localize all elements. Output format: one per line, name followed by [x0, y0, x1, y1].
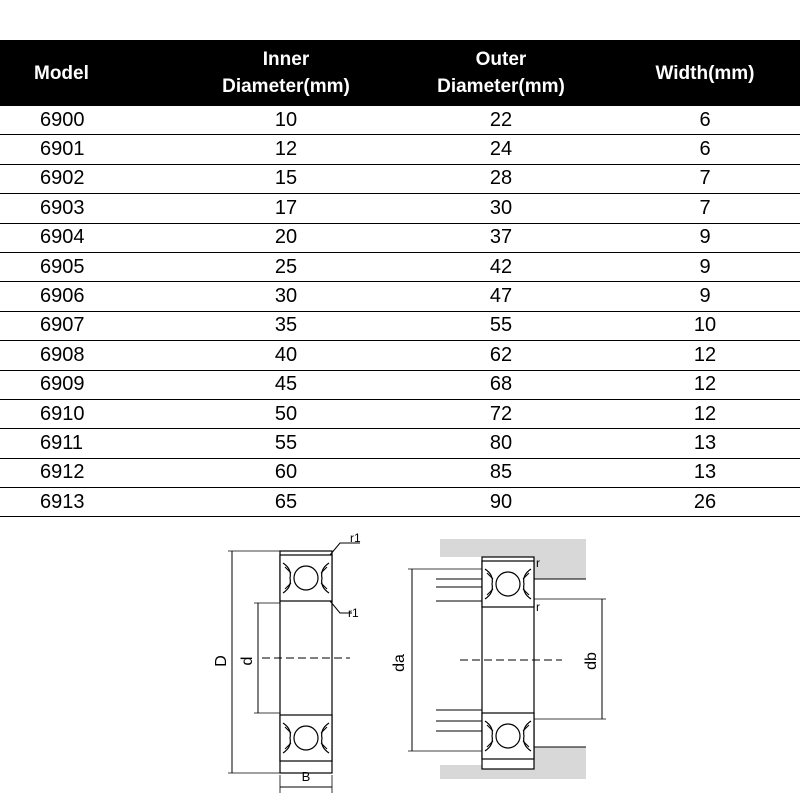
table-row [0, 458, 800, 487]
bearing-section-diagram [213, 531, 361, 793]
cell-model: 6901 [0, 135, 180, 164]
top-ball-icon [280, 555, 332, 601]
header-outer-diameter [392, 40, 610, 106]
cell-model: 6900 [0, 106, 180, 135]
top-ball-icon-2 [482, 561, 534, 607]
cell-inner-diameter: 15 [180, 164, 392, 193]
table-row [0, 429, 800, 458]
cell-inner-diameter: 12 [180, 135, 392, 164]
cell-outer-diameter: 22 [392, 106, 610, 135]
label-r1: r1 [348, 606, 359, 620]
cell-model: 6913 [0, 488, 180, 517]
label-inner-diameter: d [239, 656, 256, 666]
table-row [0, 135, 800, 164]
cell-inner-diameter: 50 [180, 399, 392, 428]
cell-width: 9 [610, 223, 800, 252]
cell-outer-diameter: 80 [392, 429, 610, 458]
cell-width: 7 [610, 194, 800, 223]
table-row [0, 341, 800, 370]
cell-inner-diameter: 40 [180, 341, 392, 370]
table-row [0, 252, 800, 281]
label-r-mid: r [536, 600, 540, 614]
cell-model: 6912 [0, 458, 180, 487]
mounting-diagram [391, 539, 606, 779]
cell-model: 6908 [0, 341, 180, 370]
cell-width: 6 [610, 135, 800, 164]
cell-outer-diameter: 24 [392, 135, 610, 164]
cell-model: 6902 [0, 164, 180, 193]
cell-inner-diameter: 17 [180, 194, 392, 223]
header-inner-line1: Inner [262, 49, 310, 70]
label-width-b: B [301, 769, 311, 784]
cell-width: 6 [610, 106, 800, 135]
cell-model: 6903 [0, 194, 180, 223]
cell-inner-diameter: 45 [180, 370, 392, 399]
cell-outer-diameter: 42 [392, 252, 610, 281]
cell-width: 9 [610, 282, 800, 311]
bearing-spec-table [0, 40, 800, 517]
cell-inner-diameter: 10 [180, 106, 392, 135]
header-width: Width(mm) [655, 62, 755, 84]
cell-inner-diameter: 25 [180, 252, 392, 281]
cell-outer-diameter: 90 [392, 488, 610, 517]
cell-width: 12 [610, 370, 800, 399]
cell-model: 6907 [0, 311, 180, 340]
cell-outer-diameter: 37 [392, 223, 610, 252]
cell-outer-diameter: 62 [392, 341, 610, 370]
bearing-diagram-svg [0, 525, 800, 800]
table-row [0, 223, 800, 252]
header-inner-diameter [180, 40, 392, 106]
header-outer-line2: Diameter(mm) [437, 76, 565, 97]
cell-outer-diameter: 28 [392, 164, 610, 193]
cell-width: 12 [610, 341, 800, 370]
spec-table-container [0, 40, 800, 517]
table-row [0, 311, 800, 340]
cell-inner-diameter: 55 [180, 429, 392, 458]
cell-outer-diameter: 55 [392, 311, 610, 340]
cell-width: 12 [610, 399, 800, 428]
bottom-ball-icon-2 [482, 713, 534, 759]
cell-model: 6904 [0, 223, 180, 252]
cell-outer-diameter: 30 [392, 194, 610, 223]
label-da: da [391, 654, 408, 672]
bottom-ball-icon [280, 715, 332, 761]
label-outer-diameter: D [213, 655, 230, 667]
label-db: db [583, 652, 600, 670]
table-row [0, 282, 800, 311]
cell-inner-diameter: 65 [180, 488, 392, 517]
cell-width: 7 [610, 164, 800, 193]
cell-model: 6906 [0, 282, 180, 311]
cell-outer-diameter: 47 [392, 282, 610, 311]
table-row [0, 488, 800, 517]
header-model: Model [34, 62, 89, 84]
cell-outer-diameter: 72 [392, 399, 610, 428]
cell-inner-diameter: 30 [180, 282, 392, 311]
cell-width: 9 [610, 252, 800, 281]
header-outer-line1: Outer [475, 49, 527, 70]
cell-inner-diameter: 35 [180, 311, 392, 340]
cell-inner-diameter: 60 [180, 458, 392, 487]
cell-outer-diameter: 68 [392, 370, 610, 399]
label-r1-top: r1 [350, 531, 361, 545]
table-row [0, 370, 800, 399]
cell-width: 13 [610, 429, 800, 458]
header-inner-line2: Diameter(mm) [222, 76, 350, 97]
cell-model: 6911 [0, 429, 180, 458]
table-row [0, 164, 800, 193]
cell-width: 10 [610, 311, 800, 340]
cell-width: 26 [610, 488, 800, 517]
table-header-row [0, 40, 800, 106]
table-row [0, 399, 800, 428]
table-body [0, 106, 800, 517]
cell-width: 13 [610, 458, 800, 487]
cell-model: 6905 [0, 252, 180, 281]
cell-inner-diameter: 20 [180, 223, 392, 252]
label-r-top: r [536, 556, 540, 570]
table-row [0, 106, 800, 135]
bearing-diagrams [0, 525, 800, 800]
cell-model: 6909 [0, 370, 180, 399]
cell-outer-diameter: 85 [392, 458, 610, 487]
table-row [0, 194, 800, 223]
cell-model: 6910 [0, 399, 180, 428]
